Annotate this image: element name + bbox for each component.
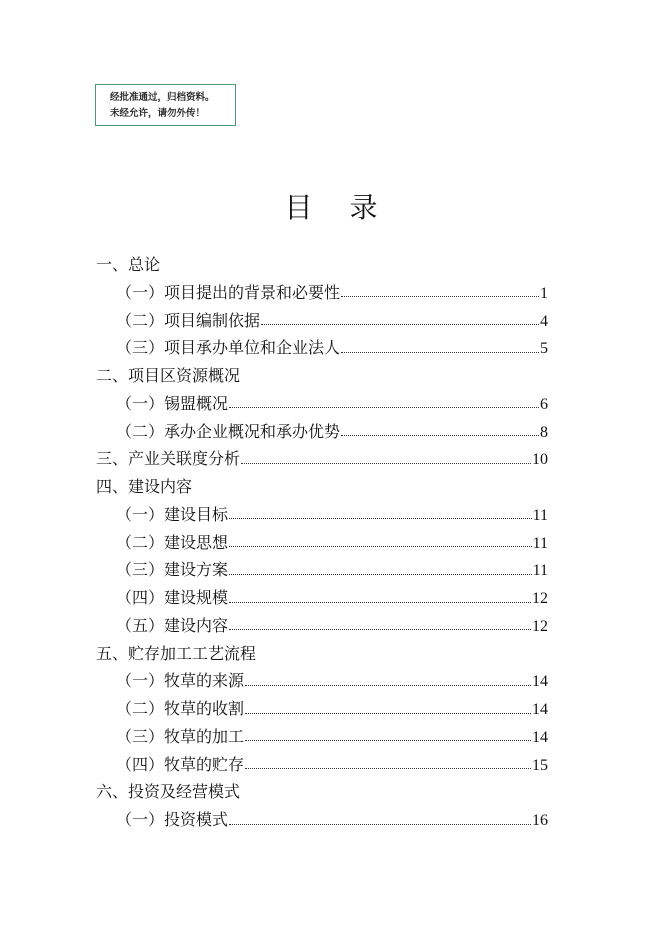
- toc-leader-dots: [229, 518, 532, 519]
- toc-entry-title: （五）建设内容: [116, 615, 229, 635]
- toc-entry-title: （一）投资模式: [116, 810, 229, 829]
- toc-leader-dots: [229, 574, 532, 575]
- toc-leader-dots: [341, 435, 539, 436]
- toc-entry-page: 4: [540, 312, 548, 330]
- toc-leader-dots: [229, 824, 531, 825]
- toc-entry: [116, 695, 548, 723]
- toc-entry: [116, 667, 548, 695]
- toc-entry-page: 15: [532, 756, 548, 774]
- toc-entry: [116, 751, 548, 779]
- toc-entry-page: 1: [540, 284, 548, 302]
- toc-entry: [96, 473, 548, 501]
- toc-entry-page: 11: [532, 534, 548, 552]
- toc-entry: [116, 612, 548, 640]
- approval-stamp: [95, 84, 236, 126]
- toc-entry-title: （一）牧草的来源: [116, 671, 245, 691]
- toc-entry-title: （二）牧草的收割: [116, 699, 245, 718]
- toc-entry-title: （四）牧草的贮存: [116, 754, 245, 774]
- page-title: 目 录: [284, 191, 392, 224]
- toc-entry-page: 14: [532, 701, 548, 718]
- toc-leader-dots: [245, 768, 531, 769]
- toc-entry-title: （二）承办企业概况和承办优势: [116, 421, 341, 441]
- toc-entry-page: 14: [532, 673, 548, 691]
- toc-entry: [116, 307, 548, 335]
- toc-leader-dots: [245, 713, 531, 714]
- toc-entry-page: 8: [540, 423, 548, 441]
- toc-entry-title: （四）建设规模: [116, 588, 229, 607]
- toc-entry-title: （一）建设目标: [116, 504, 229, 524]
- toc-entry: [116, 334, 548, 362]
- toc-entry-title: （二）建设思想: [116, 532, 229, 552]
- stamp-line-2: 未经允许，请勿外传！: [110, 108, 206, 119]
- toc-leader-dots: [241, 463, 531, 464]
- toc-entry-title: （三）建设方案: [116, 560, 229, 580]
- toc-entry-page: 10: [532, 451, 548, 469]
- toc-entry: [96, 640, 548, 668]
- toc-entry: [116, 418, 548, 446]
- toc-entry: [116, 556, 548, 584]
- toc-entry-page: 14: [532, 728, 548, 746]
- toc-entry: [116, 723, 548, 751]
- stamp-line-1: 经批准通过，归档资料。: [110, 92, 215, 103]
- toc-leader-dots: [229, 602, 531, 603]
- toc-entry-page: 12: [532, 590, 548, 607]
- toc-entry-title: （三）牧草的加工: [116, 726, 245, 746]
- toc-entry-title: 一、总论: [96, 255, 161, 274]
- toc-entry: [96, 445, 548, 473]
- toc-leader-dots: [229, 546, 532, 547]
- toc-leader-dots: [341, 352, 539, 353]
- toc-entry-title: （三）项目承办单位和企业法人: [116, 338, 341, 358]
- toc-entry-title: 二、项目区资源概况: [96, 366, 241, 385]
- toc-leader-dots: [229, 407, 539, 408]
- toc-entry: [96, 778, 548, 806]
- toc-entry-title: 五、贮存加工工艺流程: [96, 643, 257, 663]
- toc-entry-title: 三、产业关联度分析: [96, 449, 241, 469]
- toc-entry: [116, 390, 548, 418]
- toc-entry-title: （二）项目编制依据: [116, 310, 261, 330]
- toc-leader-dots: [245, 685, 531, 686]
- toc-leader-dots: [245, 740, 531, 741]
- toc-entry-title: 六、投资及经营模式: [96, 782, 241, 802]
- toc-entry-page: 12: [532, 617, 548, 635]
- toc-entry-title: （一）项目提出的背景和必要性: [116, 282, 341, 302]
- toc-entry-page: 16: [532, 812, 548, 829]
- toc-entry-page: 5: [540, 340, 548, 358]
- toc-entry: [116, 279, 548, 307]
- toc-entry-page: 11: [532, 506, 548, 524]
- toc-entry-page: 11: [532, 562, 548, 580]
- toc-entry-title: （一）锡盟概况: [116, 393, 229, 413]
- toc-entry: [96, 362, 548, 390]
- toc-entry: [116, 584, 548, 612]
- toc-leader-dots: [341, 296, 539, 297]
- toc-leader-dots: [261, 324, 539, 325]
- toc-entry: [116, 806, 548, 834]
- toc-entry-title: 四、建设内容: [96, 477, 193, 496]
- toc-entry-page: 6: [540, 395, 548, 413]
- toc-entry: [96, 251, 548, 279]
- toc-entry: [116, 501, 548, 529]
- toc-entry: [116, 529, 548, 557]
- toc-leader-dots: [229, 629, 531, 630]
